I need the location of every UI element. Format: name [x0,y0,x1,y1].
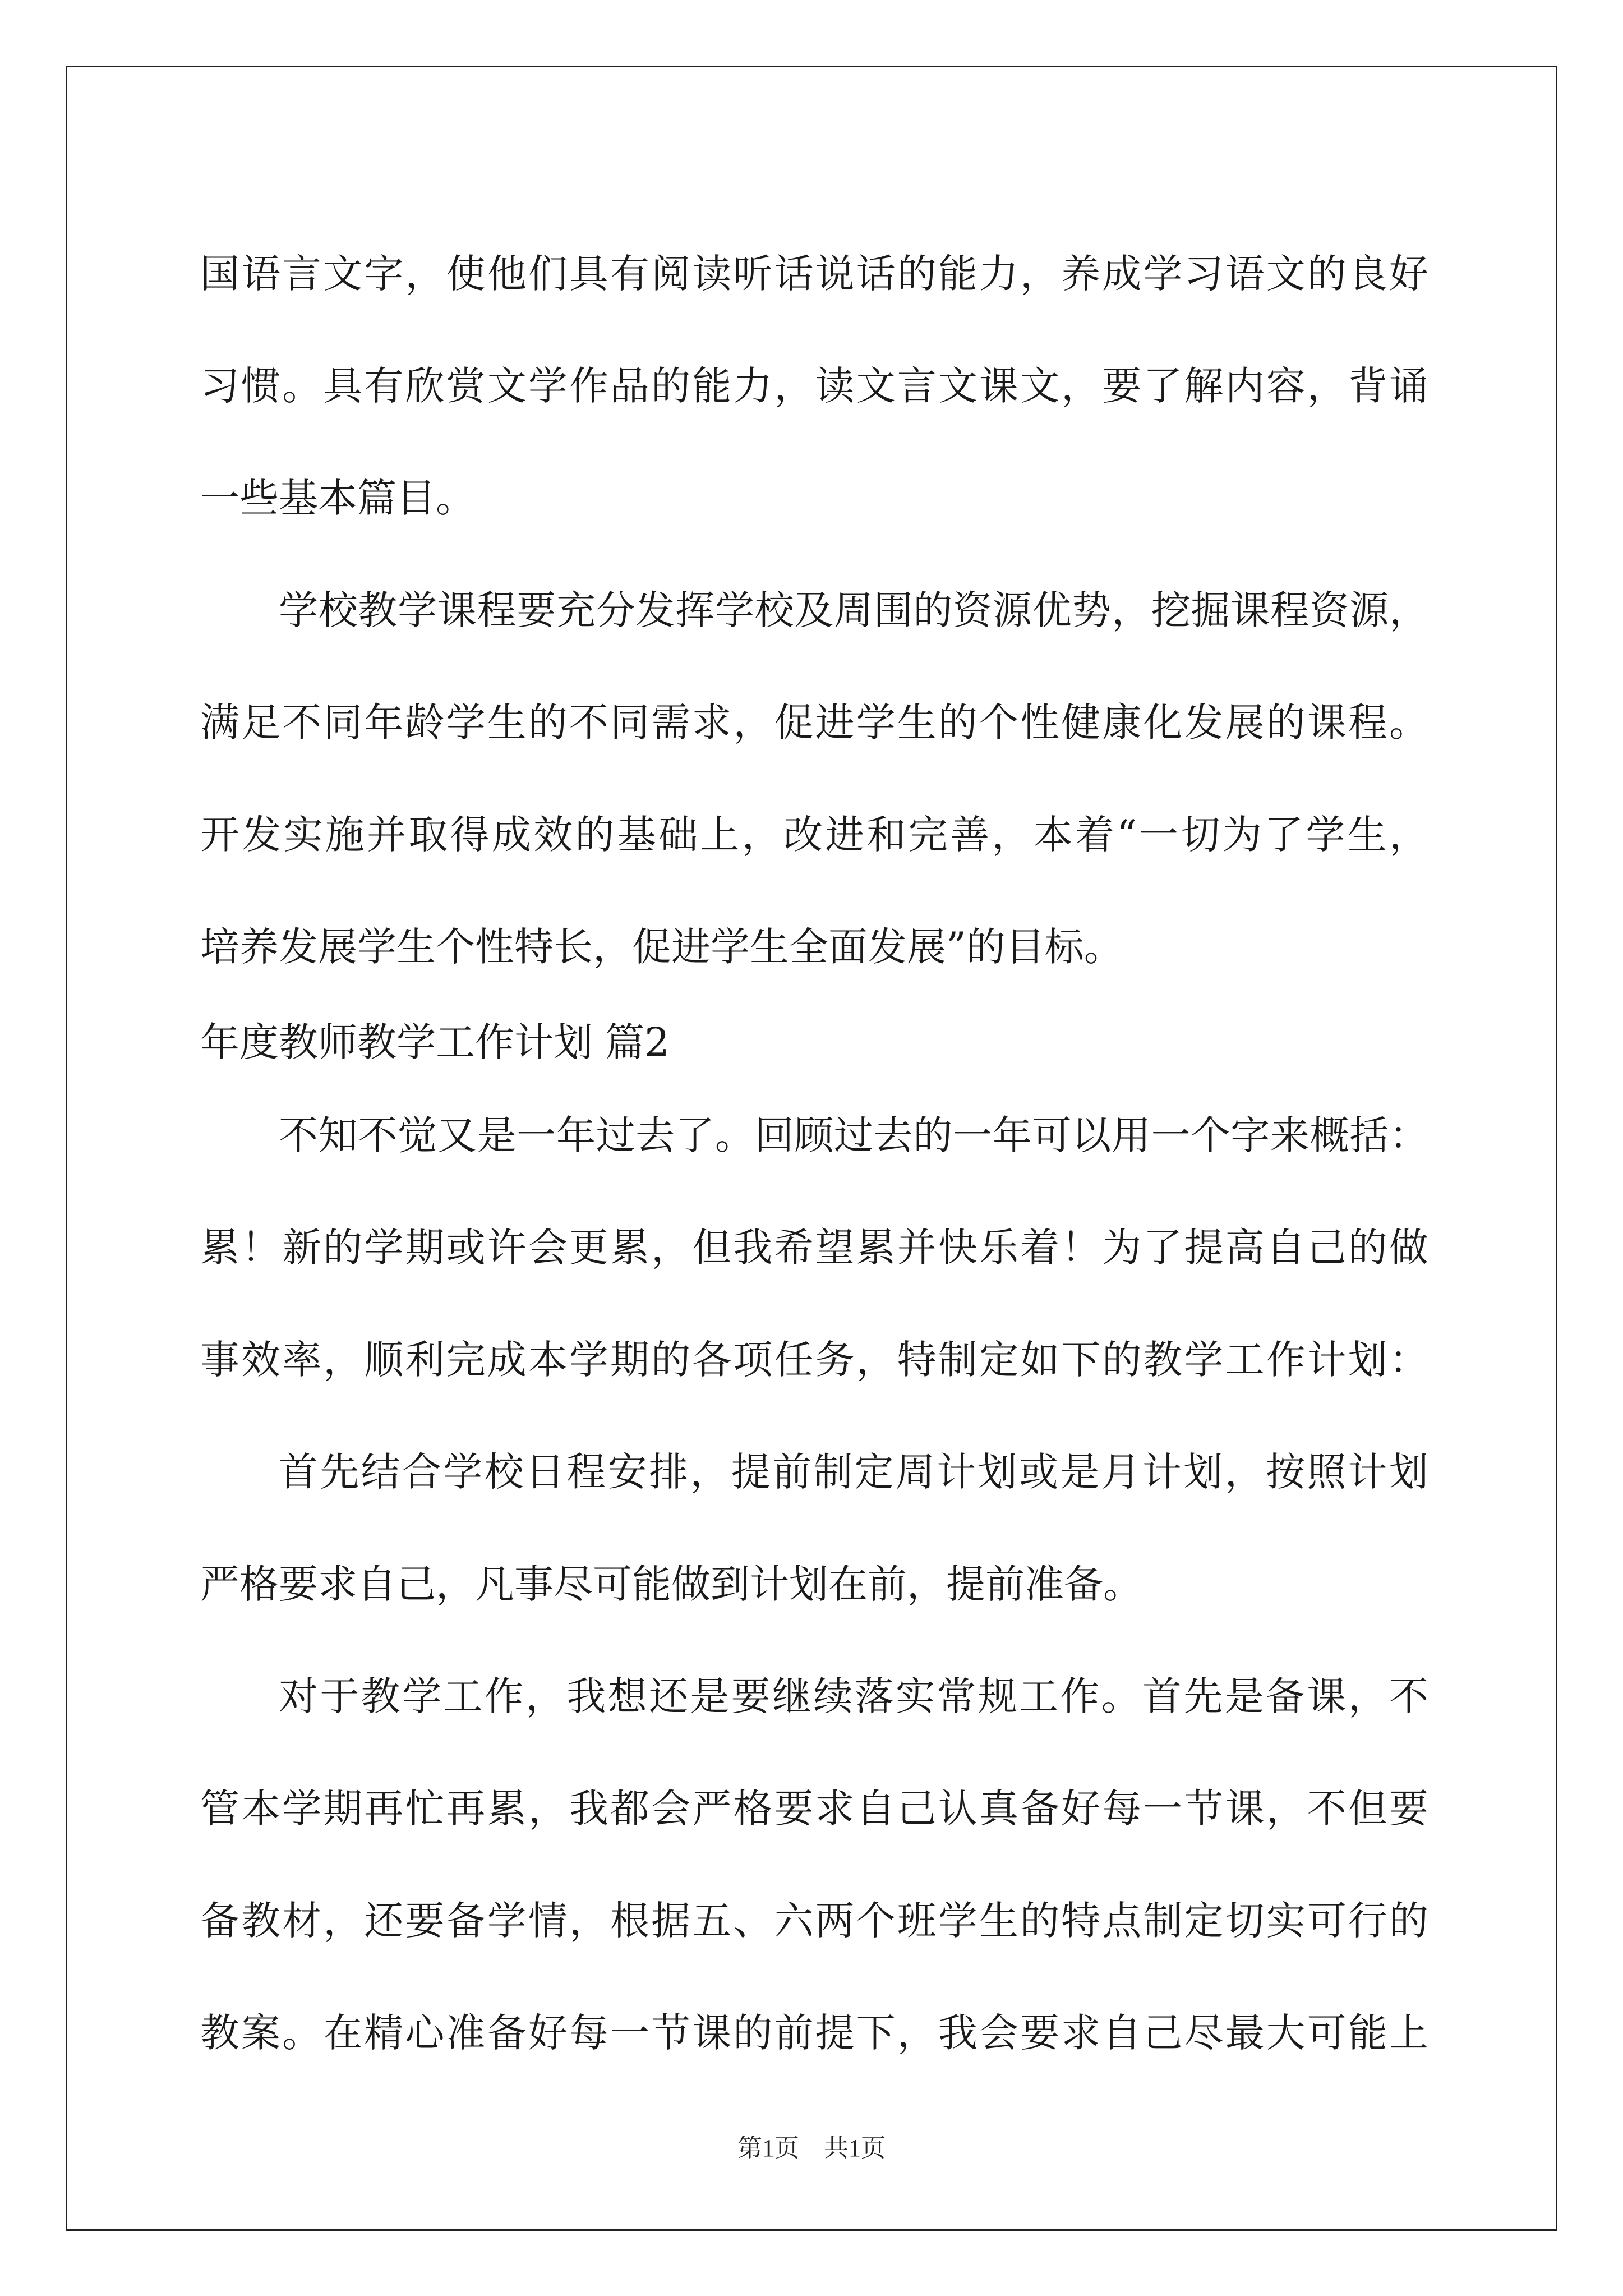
paragraph-line: 国语言文字，使他们具有阅读听话说话的能力，养成学习语文的良好 [200,251,1428,297]
paragraph-line: 教案。在精心准备好每一节课的前提下，我会要求自己尽最大可能上 [200,2010,1428,2056]
paragraph-line: 不知不觉又是一年过去了。回顾过去的一年可以用一个字来概括： [279,1112,1428,1158]
paragraph-line: 习惯。具有欣赏文学作品的能力，读文言文课文，要了解内容，背诵 [200,363,1428,409]
page-footer: 第1页 共1页 [737,2134,886,2162]
paragraph-line: 首先结合学校日程安排，提前制定周计划或是月计划，按照计划 [279,1449,1428,1495]
paragraph-line: 对于教学工作，我想还是要继续落实常规工作。首先是备课，不 [279,1673,1428,1719]
paragraph-line: 开发实施并取得成效的基础上，改进和完善，本着“一切为了学生， [200,812,1428,858]
paragraph-line: 管本学期再忙再累，我都会严格要求自己认真备好每一节课，不但要 [200,1786,1428,1832]
paragraph-line: 培养发展学生个性特长，促进学生全面发展”的目标。 [200,924,1123,970]
paragraph-line: 满足不同年龄学生的不同需求，促进学生的个性健康化发展的课程。 [200,700,1428,746]
section-heading: 年度教师教学工作计划 篇2 [200,1019,670,1065]
paragraph-line: 事效率，顺利完成本学期的各项任务，特制定如下的教学工作计划： [200,1337,1428,1383]
paragraph-line: 学校教学课程要充分发挥学校及周围的资源优势，挖掘课程资源， [279,587,1428,633]
paragraph-line: 累！新的学期或许会更累，但我希望累并快乐着！为了提高自己的做 [200,1225,1428,1271]
paragraph-line: 一些基本篇目。 [200,475,475,521]
paragraph-line: 备教材，还要备学情，根据五、六两个班学生的特点制定切实可行的 [200,1898,1428,1944]
paragraph-line: 严格要求自己，凡事尽可能做到计划在前，提前准备。 [200,1561,1142,1607]
document-body [200,208,1428,2118]
